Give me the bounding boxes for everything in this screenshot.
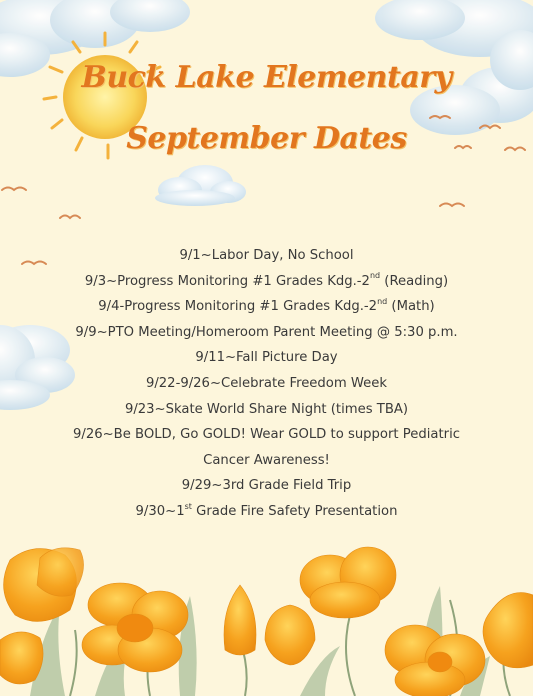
- event-item: 9/26~Be BOLD, Go GOLD! Wear GOLD to support Pediatric: [73, 427, 460, 443]
- events-list: [0, 243, 533, 525]
- event-item: 9/30~1st Grade Fire Safety Presentation: [135, 501, 398, 519]
- event-item: Cancer Awareness!: [203, 452, 330, 468]
- event-item: 9/4-Progress Monitoring #1 Grades Kdg.-2nd (Math): [98, 296, 435, 315]
- event-item: 9/1~Labor Day, No School: [179, 248, 354, 263]
- event-item: 9/9~PTO Meeting/Homeroom Parent Meeting @ 5:30 p.m.: [75, 324, 458, 340]
- month-title: September Dates: [126, 121, 407, 156]
- school-name-title: Buck Lake Elementary: [81, 60, 452, 95]
- event-item: 9/3~Progress Monitoring #1 Grades Kdg.-2nd (Reading): [84, 271, 449, 289]
- event-item: 9/29~3rd Grade Field Trip: [181, 478, 352, 494]
- event-item: 9/23~Skate World Share Night (times TBA): [124, 401, 409, 417]
- poppy-flowers: [0, 547, 533, 696]
- event-item: 9/11~Fall Picture Day: [195, 350, 338, 366]
- event-item: 9/22-9/26~Celebrate Freedom Week: [145, 375, 388, 391]
- cloud-small: [155, 165, 246, 206]
